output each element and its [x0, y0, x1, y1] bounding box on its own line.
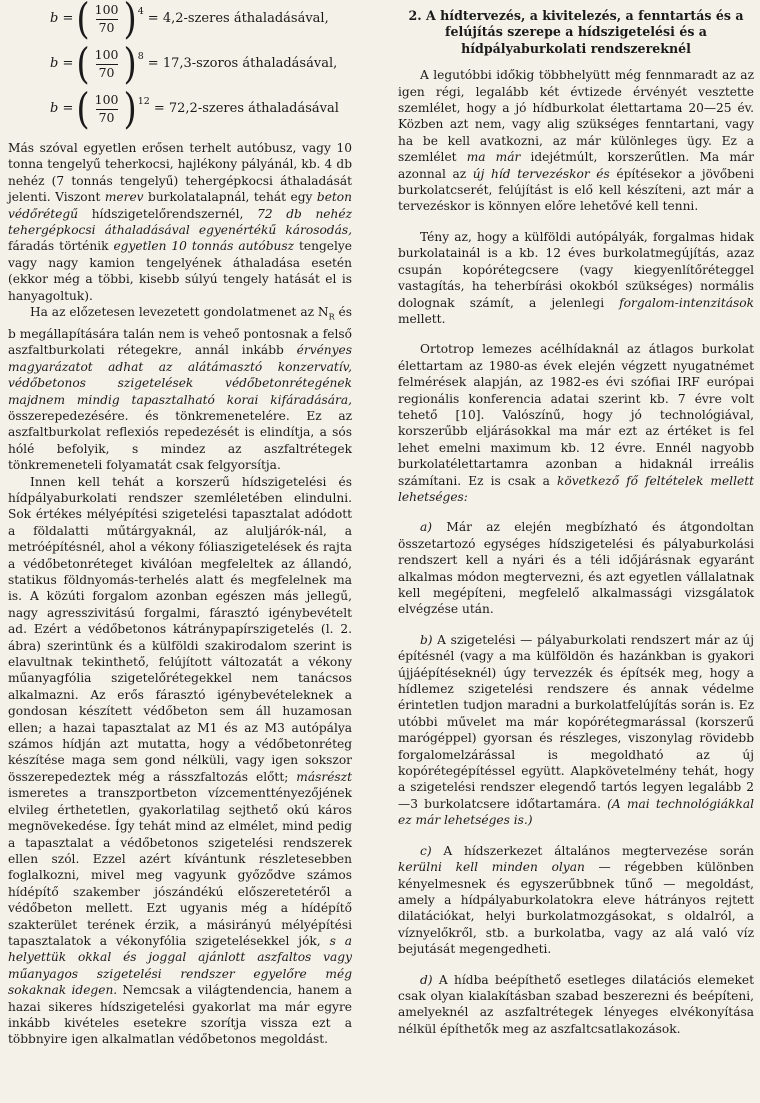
paragraph: [8, 304, 352, 474]
right-paren: ): [123, 84, 137, 134]
fraction: [92, 92, 122, 126]
list-item-c: [398, 843, 754, 958]
left-paren: (: [76, 0, 90, 44]
emphasis: egyetlen 10 tonnás autóbusz: [113, 239, 295, 254]
left-paren: (: [76, 84, 90, 134]
text-run: A hídszerkezet általános megtervezése során: [431, 843, 754, 858]
denominator: 70: [96, 64, 118, 81]
paragraph: [398, 341, 754, 505]
formula-block: [8, 0, 352, 140]
right-paren: ): [123, 0, 137, 44]
text-run: A szigetelési — pályaburkolati rendszert már az új építésnél (vagy a ma külföldön és hazánkban is gyakori újjáépítéseknél) úgy tervezzék és építsék meg, hogy a hídlemez szigetelési rendszere és annak védelme érintetlen tudjon maradni a burkolatfelújítás során is. Ez utóbbi művelet ma már kopórétegmarással (korszerű marógéppel) gyorsan és részleges, viszonylag rövidebb forgalomelzárással is megoldható az új kopórétegépítéssel együtt. Alapkövetelmény tehát, hogy a szigetelési rendszer elegendő tartós legyen legalább 2—3 burkolatcsere időtartamára.: [398, 632, 754, 811]
text-run: Ha az előzetesen levezetett gondolatmenet az N: [30, 305, 329, 320]
section-title: 2. A hídtervezés, a kivitelezés, a fenntartás és a felújítás szerepe a hídszigetelési és a hídpályaburkolati rendszereknél: [408, 8, 744, 56]
numerator: 100: [94, 92, 119, 108]
emphasis: forgalom-intenzitások: [619, 295, 754, 310]
fraction: [92, 2, 122, 36]
numerator: 100: [94, 47, 119, 63]
text-run: mellett.: [398, 311, 446, 326]
exponent: 4: [137, 6, 144, 17]
formula-rhs: = 17,3-szoros áthaladásával,: [147, 55, 338, 71]
emphasis: érvényes magyarázatot adhat az alátámasztó konzervatív, védőbetonos szigetelések védőbetonrétegének majdnem mindig tapasztalható korai kifáradására,: [8, 343, 352, 407]
formula-rhs: = 72,2-szeres áthaladásával: [153, 100, 339, 116]
list-item-d: [398, 972, 754, 1038]
item-marker: a): [420, 520, 433, 535]
list-item-b: [398, 632, 754, 829]
formula-lhs: b =: [50, 55, 74, 71]
denominator: 70: [96, 19, 118, 36]
emphasis: beton védőrétegű: [8, 190, 352, 221]
left-paren: (: [76, 39, 90, 89]
exponent: 12: [137, 96, 150, 107]
denominator: 70: [96, 109, 118, 126]
item-marker: c): [420, 843, 432, 858]
text-run: A legutóbbi időkig többhelyütt még fennmaradt az az igen régi, legalább két évtizede érvényét vesztette szemlélet, hogy a jó hídburkolat élettartama 20—25 év. Közben azt nem, vagy alig szükséges fenntartani, vagy ha be kell avatkozni, az már különleges ügy. Ez a szemlélet: [398, 68, 754, 165]
text-run: Innen kell tehát a korszerű hídszigetelési és hídpályaburkolati rendszer szemléletében elindulni. Sok értékes mélyépítési szigetelési tapasztalat adódott a földalatti műtárgyaknál, az aluljárók-nál, a metróépítésnél, ahol a vékony fóliaszigetelések és rajta a védőbetonréteget kiválóan megfeleltek az állandó, statikus földnyomás-terhelés alatt és megfelelnek ma is. A közúti forgalom azonban egészen más jellegű, nagy agresszivitású forgalmi, fárasztó igénybevételt ad. Ezért a védőbetonos kátránypapírszigetelés (l. 2. ábra) szerintünk és a külföldi szakirodalom szerint is elavultnak tekinthető, felújított változatát a vékony műanyagfólia szigetelőrétegekkel nem tanácsos alkalmazni. Az erős fárasztó igénybevételeknek a gondosan készített védőbeton sem áll huzamosan ellen; a hazai tapasztalat az M1 és az M3 autópálya számos hídján azt mutatta, hogy a védőbetonréteg készítése maga sem gond nélküli, vagy igen sokszor összerepedeztek még a rásszfaltozás előtt;: [8, 474, 352, 784]
formula-2: [50, 39, 338, 89]
emphasis: kerülni kell minden olyan: [398, 860, 585, 875]
text-run: hídszigetelőrendszernél,: [78, 206, 258, 221]
text-run: — régebben különben kényelmesnek és egyszerűbbnek tűnő — megoldást, amely a hídpályaburkolatokra eleve hátrányos rejtett dilatációkat, helyi burkolatmozgásokat, s oldalról, a víznyelőkről, stb. a burkolatba, vagy az alá való víz bejutását megengedheti.: [398, 860, 754, 957]
text-run: A hídba beépíthető esetleges dilatációs elemeket csak olyan kialakításban szabad beszerezni és beépíteni, amelyeknél az aszfaltrétegek lényeges elvékonyítása nélkül építhetők meg az aszfaltcsatlakozások.: [398, 972, 754, 1036]
formula-1: [50, 0, 329, 44]
paragraph: [8, 474, 352, 1048]
emphasis: merev: [104, 190, 144, 205]
text-run: Nemcsak a világtendencia, hanem a hazai sikeres hídszigetelési gyakorlat ma már egyre inkább kivételes esetekre szorítja vissza ezt a többnyire igen alkalmatlan védőbetonos megoldást.: [8, 983, 352, 1047]
formula-rhs: = 4,2-szeres áthaladásával,: [147, 10, 329, 26]
item-marker: d): [420, 972, 433, 987]
emphasis: másrészt: [296, 769, 352, 784]
text-run: fáradás történik: [8, 239, 114, 254]
text-run: összerepedezésére. és tönkremenetelére. Ez az aszfaltburkolat reflexiós repedezését is elindítja, a sós hólé befolyik, s mindez az aszfaltrétegek tönkremeneteli folyamatát csak felgyorsítja.: [8, 408, 352, 473]
list-item-a: [398, 519, 754, 617]
item-marker: b): [420, 632, 433, 647]
fraction: [92, 47, 122, 81]
text-run: Már az elején megbízható és átgondoltan összetartozó egységes hídszigetelési és pályaburkolási rendszert kell a nyári és a téli időjárásnak egyaránt alkalmas módon megtervezni, és azt egyetlen vállalatnak kell megépíteni, megfelelő alkalmassági vizsgálatok elvégzése után.: [398, 520, 754, 617]
text-run: építésekor a jövőbeni burkolatcserét, felújítást is elő kell készíteni, azt már a tervezéskor is könnyen előre lehetővé kell tenni.: [398, 166, 754, 214]
right-paren: ): [123, 39, 137, 89]
right-column: [398, 0, 754, 1037]
emphasis: következő fő feltételek mellett lehetséges:: [398, 473, 754, 504]
paragraph: [398, 67, 754, 215]
text-run: burkolatalapnál, tehát egy: [143, 190, 317, 205]
text-run: ismeretes a transzportbeton vízcementtényezőjének elvileg érthetetlen, gyakorlatilag sejthető okú káros megnövekedése. Így tehát mind az elmélet, mind pedig a tapasztalat a védőbetonos szigetelési rendszerek ellen szól. Ezzel azért kívántunk részletesebben foglalkozni, mivel meg vagyunk győződve számos hídépítő szakember jószándékú előszeretetéről a védőbeton mellett. Ezt ugyanis még a hídépítő szakterület terének érzik, a másirányú mélyépítési tapasztalatok a vékonyfólia szigetelésekkel jók,: [8, 786, 352, 948]
text-run: Más szóval egyetlen erősen terhelt autóbusz, vagy 10 tonna tengelyű teherkocsi, hajlékony pályánál, kb. 4 db nehéz (7 tonnás tengelyű) tehergépkocsi áthaladását jelenti. Viszont: [8, 141, 352, 205]
paragraph: [398, 229, 754, 327]
text-run: tengelye vagy nagy kamion tengelyének áthaladása esetén (ekkor még a többi, kisebb súlyú tengely hatását el is hanyagoltuk).: [8, 239, 353, 303]
subscript: R: [328, 312, 335, 322]
formula-lhs: b =: [50, 10, 74, 26]
emphasis: s a helyettük okkal és joggal ajánlott aszfaltos vagy műanyagos szigetelési rendszer egyelőre még sokaknak idegen.: [8, 933, 352, 998]
paragraph: [8, 140, 352, 304]
left-column: [8, 0, 352, 1048]
emphasis: 72 db nehéz tehergépkocsi áthaladásával egyenértékű károsodás,: [8, 206, 353, 238]
text-run: Ortotrop lemezes acélhídaknál az átlagos burkolat élettartam az 1980-as évek elején végzett nyugatnémet felmérések alapján, az 1982-es évi szófiai IRF európai regionális konferencia adatai szerint kb. 7 évre volt tehető [10]. Valószínű, hogy jó technológiával, korszerűbb eljárásokkal ma már ezt az értéket is fel lehet emelni maximum kb. 12 évre. Ennél nagyobb burkolatélettartamra azonban a hidaknál irreális számítani. Ez is csak a: [398, 342, 754, 488]
numerator: 100: [94, 2, 119, 18]
exponent: 8: [137, 51, 144, 62]
emphasis: (A mai technológiákkal ez már lehetséges is.): [398, 796, 754, 828]
emphasis: ma már: [466, 150, 521, 165]
text-run: idejétmúlt, korszerűtlen. Ma már azonnal az: [398, 150, 754, 181]
text-run: Tény az, hogy a külföldi autópályák, forgalmas hidak burkolatainál is a kb. 12 éves burkolatmegújítás, azaz csupán kopórétegcsere (vagy kiegyenlítőréteggel vastagítás, ha teherbírási okokból szükséges) normális dolognak számít, a jelenlegi: [398, 229, 754, 310]
emphasis: új híd tervezéskor és: [472, 166, 610, 181]
formula-lhs: b =: [50, 100, 74, 116]
formula-3: [50, 84, 339, 134]
text-run: és b megállapítására talán nem is veheő pontosnak a felső aszfaltburkolati rétegekre, annál inkább: [8, 305, 352, 358]
